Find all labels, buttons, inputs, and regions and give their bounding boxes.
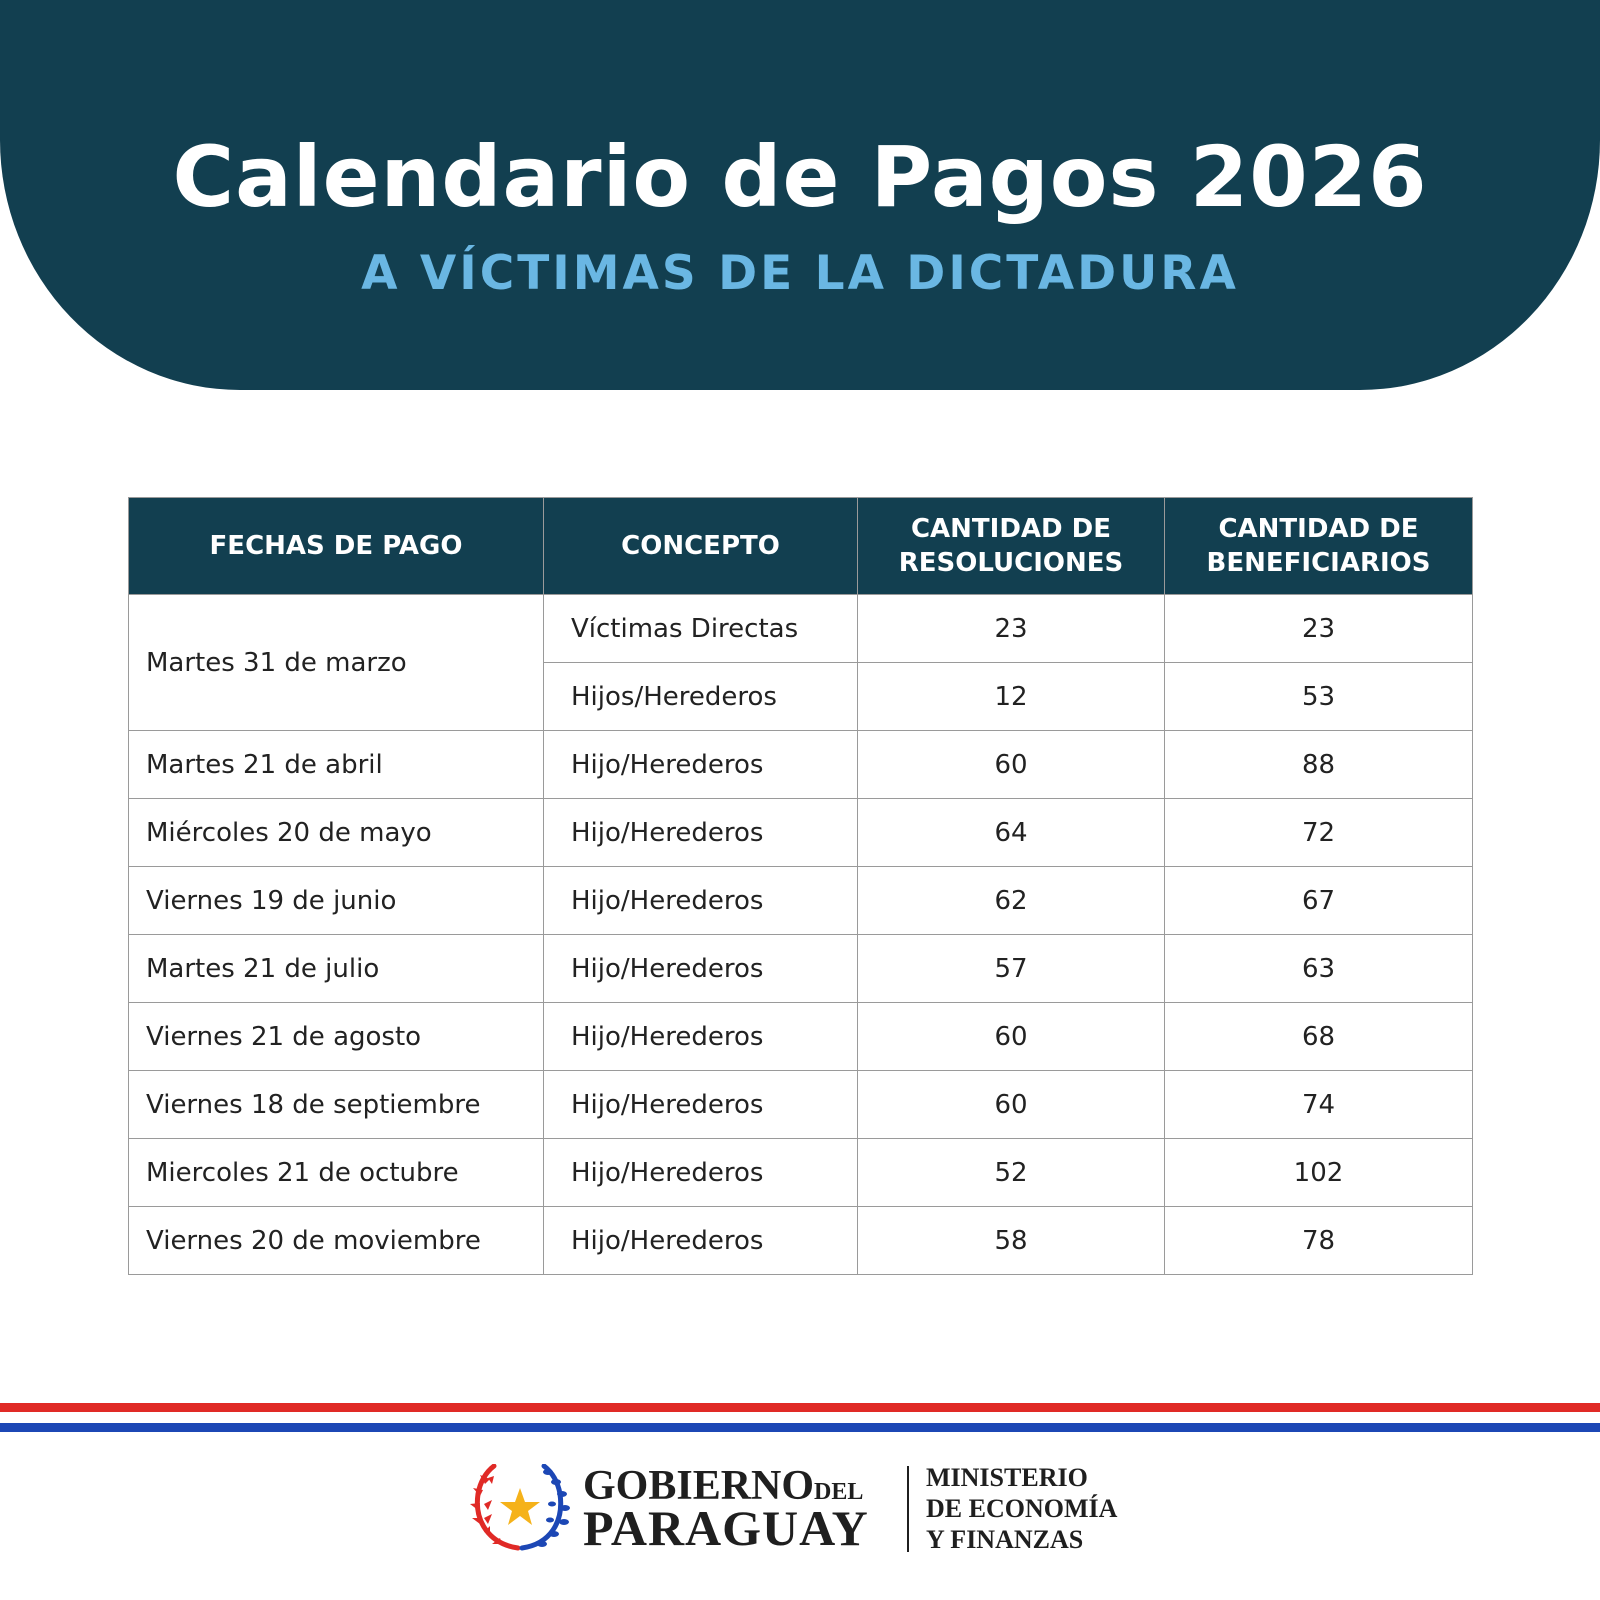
cell-resoluciones: 60 bbox=[858, 1003, 1165, 1071]
table-row bbox=[129, 867, 1473, 935]
cell-concept: Hijo/Herederos bbox=[544, 1207, 858, 1275]
cell-concept: Hijo/Herederos bbox=[544, 1139, 858, 1207]
cell-concept: Hijo/Herederos bbox=[544, 731, 858, 799]
page-title: Calendario de Pagos 2026 bbox=[172, 128, 1428, 226]
cell-beneficiarios: 102 bbox=[1165, 1139, 1473, 1207]
table-row bbox=[129, 799, 1473, 867]
logo-divider bbox=[907, 1466, 909, 1552]
ministry-name: MINISTERIO DE ECONOMÍA Y FINANZAS bbox=[926, 1463, 1118, 1554]
cell-date: Miercoles 21 de octubre bbox=[129, 1139, 544, 1207]
table-row bbox=[129, 595, 1473, 663]
cell-beneficiarios: 53 bbox=[1165, 663, 1473, 731]
cell-resoluciones: 60 bbox=[858, 1071, 1165, 1139]
cell-beneficiarios: 63 bbox=[1165, 935, 1473, 1003]
table-row bbox=[129, 731, 1473, 799]
cell-beneficiarios: 74 bbox=[1165, 1071, 1473, 1139]
flag-stripe-red bbox=[0, 1403, 1600, 1412]
cell-beneficiarios: 67 bbox=[1165, 867, 1473, 935]
flag-stripe-blue bbox=[0, 1423, 1600, 1432]
header-banner bbox=[0, 0, 1600, 390]
cell-date: Viernes 19 de junio bbox=[129, 867, 544, 935]
cell-date: Martes 31 de marzo bbox=[129, 595, 544, 731]
cell-date: Viernes 21 de agosto bbox=[129, 1003, 544, 1071]
cell-concept: Víctimas Directas bbox=[544, 595, 858, 663]
cell-concept: Hijo/Herederos bbox=[544, 1071, 858, 1139]
table-row bbox=[129, 1071, 1473, 1139]
cell-resoluciones: 23 bbox=[858, 595, 1165, 663]
logo-paraguay-line: PARAGUAY bbox=[583, 1500, 869, 1556]
cell-beneficiarios: 68 bbox=[1165, 1003, 1473, 1071]
paraguay-emblem-icon bbox=[470, 1464, 570, 1554]
column-header-concepto: CONCEPTO bbox=[544, 498, 858, 595]
cell-concept: Hijo/Herederos bbox=[544, 867, 858, 935]
cell-beneficiarios: 88 bbox=[1165, 731, 1473, 799]
page-subtitle: A VÍCTIMAS DE LA DICTADURA bbox=[361, 246, 1239, 301]
cell-concept: Hijo/Herederos bbox=[544, 935, 858, 1003]
column-header-fechas: FECHAS DE PAGO bbox=[129, 498, 544, 595]
table-row bbox=[129, 1003, 1473, 1071]
cell-concept: Hijo/Herederos bbox=[544, 1003, 858, 1071]
column-header-beneficiarios: CANTIDAD DE BENEFICIARIOS bbox=[1165, 498, 1473, 595]
cell-date: Martes 21 de abril bbox=[129, 731, 544, 799]
column-header-resoluciones: CANTIDAD DE RESOLUCIONES bbox=[858, 498, 1165, 595]
payment-calendar-table bbox=[128, 497, 1473, 1275]
cell-date: Viernes 20 de moviembre bbox=[129, 1207, 544, 1275]
cell-date: Viernes 18 de septiembre bbox=[129, 1071, 544, 1139]
table-row bbox=[129, 935, 1473, 1003]
cell-resoluciones: 12 bbox=[858, 663, 1165, 731]
cell-beneficiarios: 78 bbox=[1165, 1207, 1473, 1275]
cell-date: Miércoles 20 de mayo bbox=[129, 799, 544, 867]
table-header-row bbox=[129, 498, 1473, 595]
cell-beneficiarios: 72 bbox=[1165, 799, 1473, 867]
cell-date: Martes 21 de julio bbox=[129, 935, 544, 1003]
logo-gobierno-line: GOBIERNODEL bbox=[583, 1463, 864, 1509]
table-row bbox=[129, 1139, 1473, 1207]
cell-resoluciones: 64 bbox=[858, 799, 1165, 867]
cell-concept: Hijo/Herederos bbox=[544, 799, 858, 867]
cell-resoluciones: 57 bbox=[858, 935, 1165, 1003]
cell-beneficiarios: 23 bbox=[1165, 595, 1473, 663]
cell-concept: Hijos/Herederos bbox=[544, 663, 858, 731]
cell-resoluciones: 62 bbox=[858, 867, 1165, 935]
cell-resoluciones: 60 bbox=[858, 731, 1165, 799]
table-row bbox=[129, 1207, 1473, 1275]
cell-resoluciones: 52 bbox=[858, 1139, 1165, 1207]
cell-resoluciones: 58 bbox=[858, 1207, 1165, 1275]
